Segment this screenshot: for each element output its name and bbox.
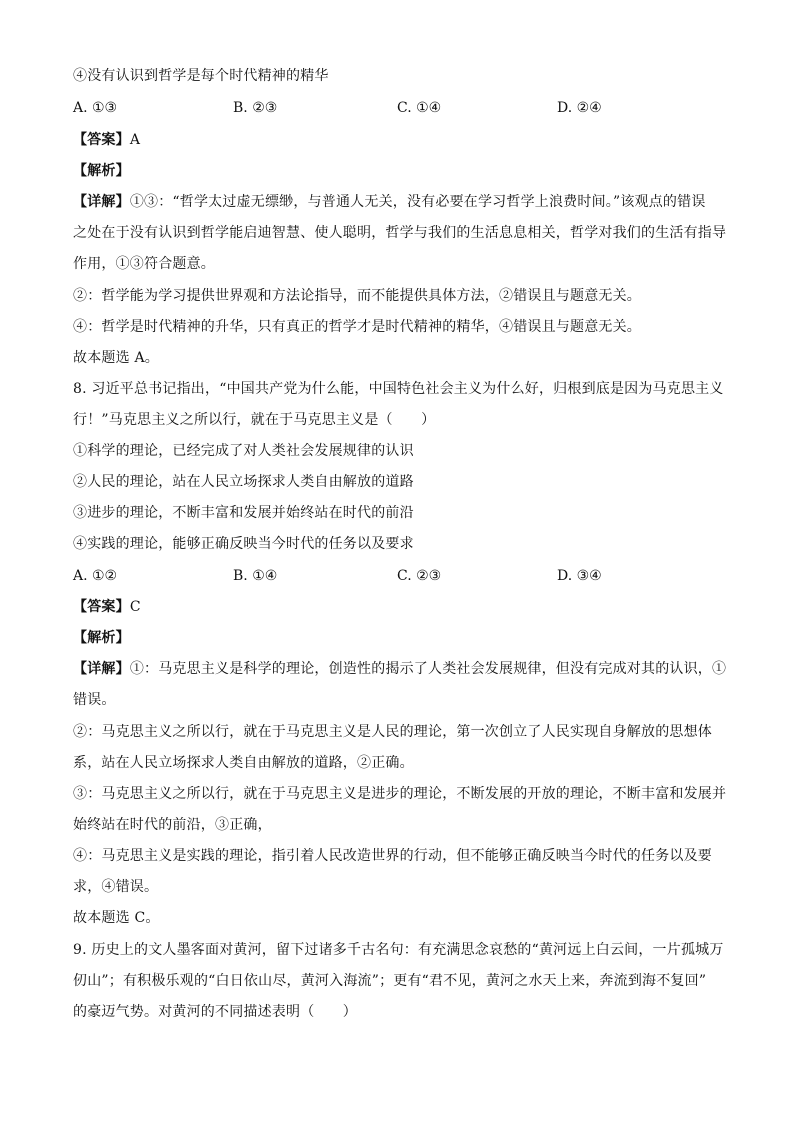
q8-item-2: ②人民的理论，站在人民立场探求人类自由解放的道路 [73, 474, 414, 490]
q8-answer [73, 597, 723, 617]
q7-detail-line-2: 之处在于没有认识到哲学能启迪智慧、使人聪明，哲学与我们的生活息息相关，哲学对我们的生活有指导 [73, 225, 727, 241]
q7-item-4: ④没有认识到哲学是每个时代精神的精华 [73, 68, 329, 84]
detail-tag: 【详解】 [73, 661, 130, 677]
q8-analysis-tag [73, 628, 723, 648]
q8-detail-line-7: ④：马克思主义是实践的理论，指引着人民改造世界的行动，但不能够正确反映当今时代的任务以及要 [73, 848, 712, 864]
q8-item-1: ①科学的理论，已经完成了对人类社会发展规律的认识 [73, 443, 414, 459]
q8-detail-line-8: 求，④错误。 [73, 879, 159, 895]
answer-value: C [129, 599, 141, 615]
q7-option-d: D. ②④ [557, 100, 602, 116]
analysis-tag: 【解析】 [73, 163, 130, 179]
q8-detail-line-2: 错误。 [73, 692, 116, 708]
q7-answer [73, 130, 723, 150]
q8-detail-line-5: ③：马克思主义之所以行，就在于马克思主义是进步的理论，不断发展的开放的理论，不断丰富和发展并 [73, 786, 727, 802]
answer-value: A [129, 132, 141, 148]
q8-detail-line-3: ②：马克思主义之所以行，就在于马克思主义是人民的理论，第一次创立了人民实现自身解放的思想体 [73, 724, 712, 740]
q9-stem-line-2: 仞山”；有积极乐观的“白日依山尽，黄河入海流”；更有“君不见，黄河之水天上来，奔流到海不复回” [73, 973, 707, 989]
q8-item-3: ③进步的理论，不断丰富和发展并始终站在时代的前沿 [73, 505, 414, 521]
q7-detail-line-5: ④：哲学是时代精神的升华，只有真正的哲学才是时代精神的精华，④错误且与题意无关。 [73, 319, 641, 335]
q8-stem-line-2: 行！”马克思主义之所以行，就在于马克思主义是（ ） [73, 412, 436, 428]
q8-detail-line-1 [73, 659, 727, 679]
q8-option-a: A. ①② [73, 568, 118, 584]
q8-option-c: C. ②③ [397, 568, 442, 584]
q8-stem-line-1: 8. 习近平总书记指出，“中国共产党为什么能，中国特色社会主义为什么好，归根到底是因为马克思主义 [73, 381, 724, 397]
q9-stem-line-1: 9. 历史上的文人墨客面对黄河，留下过诸多千古名句：有充满思念哀愁的“黄河远上白云间，一片孤城万 [73, 942, 724, 958]
q7-detail-line-6: 故本题选 A。 [73, 350, 159, 366]
q8-detail-line-9: 故本题选 C。 [73, 910, 160, 926]
q8-item-4: ④实践的理论，能够正确反映当今时代的任务以及要求 [73, 536, 414, 552]
detail-tag: 【详解】 [73, 194, 130, 210]
q7-detail-line-4: ②：哲学能为学习提供世界观和方法论指导，而不能提供具体方法，②错误且与题意无关。 [73, 288, 641, 304]
q7-detail-line-1 [73, 192, 723, 212]
q9-stem-line-3: 的豪迈气势。对黄河的不同描述表明（ ） [73, 1004, 357, 1020]
detail-text: ①：马克思主义是科学的理论，创造性的揭示了人类社会发展规律，但没有完成对其的认识，① [129, 661, 727, 677]
analysis-tag: 【解析】 [73, 630, 130, 646]
q8-detail-line-6: 始终站在时代的前沿，③正确， [73, 817, 272, 833]
q8-option-d: D. ③④ [557, 568, 602, 584]
q7-option-a: A. ①③ [73, 100, 118, 116]
q7-option-c: C. ①④ [397, 100, 442, 116]
q7-option-b: B. ②③ [233, 100, 278, 116]
q7-analysis-tag [73, 161, 723, 181]
q8-detail-line-4: 系，站在人民立场探求人类自由解放的道路，②正确。 [73, 755, 414, 771]
answer-tag: 【答案】 [73, 132, 130, 148]
answer-tag: 【答案】 [73, 599, 130, 615]
detail-text: ①③：“哲学太过虚无缥缈，与普通人无关，没有必要在学习哲学上浪费时间。”该观点的错误 [129, 194, 706, 210]
q7-detail-line-3: 作用，①③符合题意。 [73, 256, 215, 272]
q8-option-b: B. ①④ [233, 568, 278, 584]
